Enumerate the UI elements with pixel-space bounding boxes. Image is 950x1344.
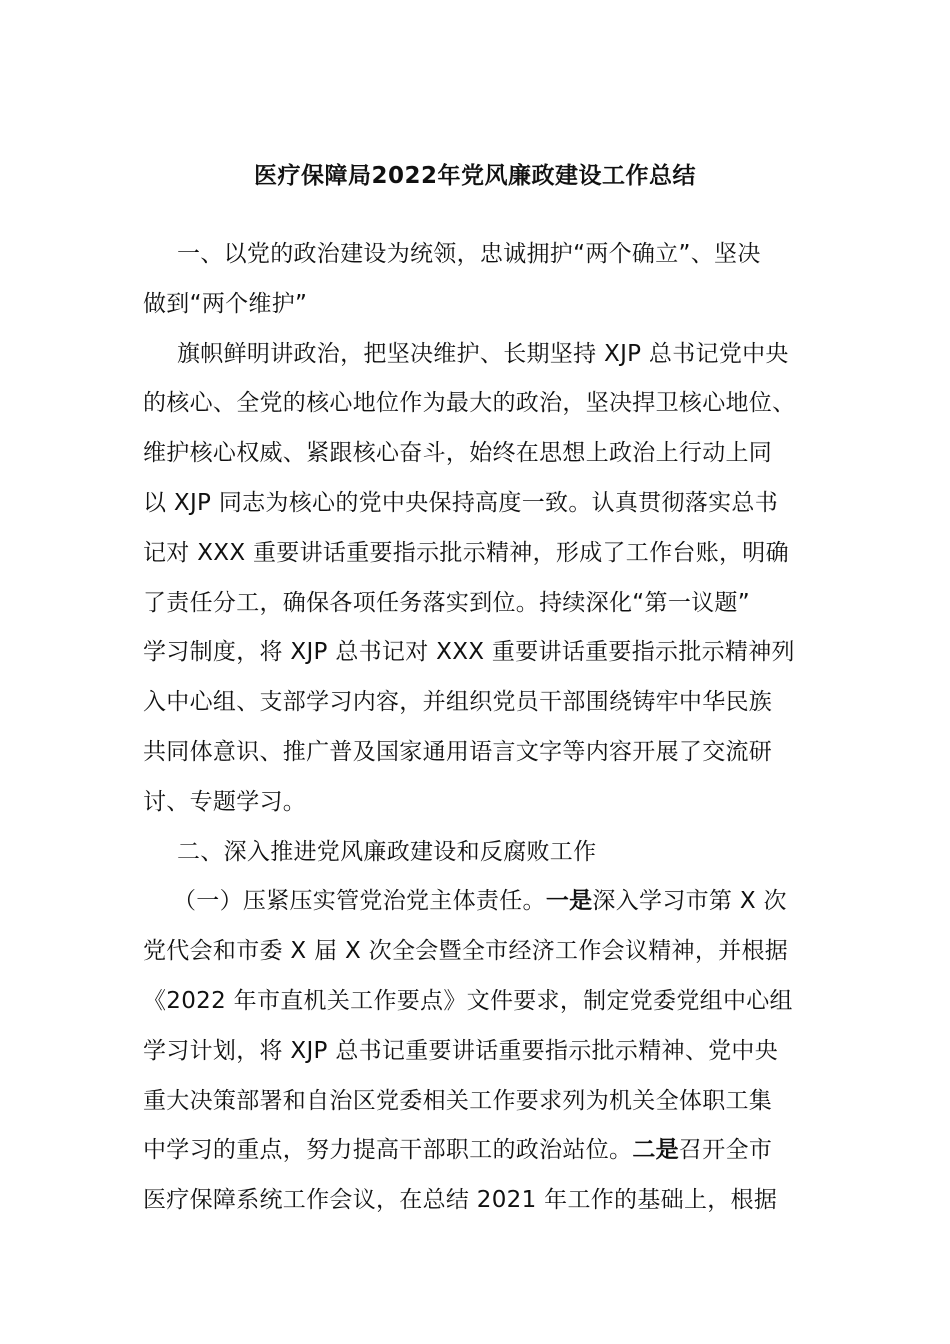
section-heading-1-line-1: 一、以党的政治建设为统领，忠诚拥护“两个确立”、坚决 (177, 241, 761, 267)
emphasis-first: 一是 (545, 888, 593, 915)
paragraph-1-line: 了责任分工，确保各项任务落实到位。持续深化“第一议题” (143, 589, 750, 616)
paragraph-1-line: 记对 XXX 重要讲话重要指示批示精神，形成了工作台账，明确 (143, 539, 789, 566)
paragraph-2-line: 党代会和市委 X 届 X 次全会暨全市经济工作会议精神，并根据 (143, 938, 789, 965)
paragraph-2-line-6 (143, 1126, 815, 1176)
paragraph-1-line: 学习制度，将 XJP 总书记对 XXX 重要讲话重要指示批示精神列 (143, 639, 795, 666)
paragraph-1-line: 入中心组、支部学习内容，并组织党员干部围绕铸牢中华民族 (143, 689, 773, 716)
paragraph-2-line: 《2022 年市直机关工作要点》文件要求，制定党委党组中心组 (143, 987, 793, 1014)
paragraph-1-line: 以 XJP 同志为核心的党中央保持高度一致。认真贯彻落实总书 (143, 489, 779, 516)
subsection-heading: （一）压紧压实管党治党主体责任。 (173, 888, 546, 915)
paragraph-2-line: 医疗保障系统工作会议，在总结 2021 年工作的基础上，根据 (143, 1187, 778, 1214)
paragraph-2-text: 深入学习市第 X 次 (592, 888, 787, 915)
paragraph-2-line-1 (143, 877, 815, 927)
paragraph-1-line: 讨、专题学习。 (143, 788, 307, 815)
section-heading-1-line-2: 做到“两个维护” (143, 290, 308, 317)
emphasis-second: 二是 (632, 1137, 679, 1164)
paragraph-1-line: 共同体意识、推广普及国家通用语言文字等内容开展了交流研 (143, 738, 773, 765)
paragraph-1-line: 旗帜鲜明讲政治，把坚决维护、长期坚持 XJP 总书记党中央 (177, 340, 789, 367)
paragraph-2-line: 学习计划，将 XJP 总书记重要讲话重要指示批示精神、党中央 (143, 1037, 779, 1064)
paragraph-1-line: 维护核心权威、紧跟核心奋斗，始终在思想上政治上行动上同 (143, 440, 773, 467)
document-title: 医疗保障局2022年党风廉政建设工作总结 (253, 163, 696, 189)
section-heading-2: 二、深入推进党风廉政建设和反腐败工作 (177, 838, 597, 865)
document-body (143, 230, 815, 1226)
paragraph-2-text: 召开全市 (678, 1137, 773, 1164)
paragraph-2-text: 中学习的重点，努力提高干部职工的政治站位。 (143, 1137, 633, 1164)
paragraph-1-line: 的核心、全党的核心地位作为最大的政治，坚决捍卫核心地位、 (143, 390, 796, 417)
paragraph-2-line: 重大决策部署和自治区党委相关工作要求列为机关全体职工集 (143, 1087, 773, 1114)
